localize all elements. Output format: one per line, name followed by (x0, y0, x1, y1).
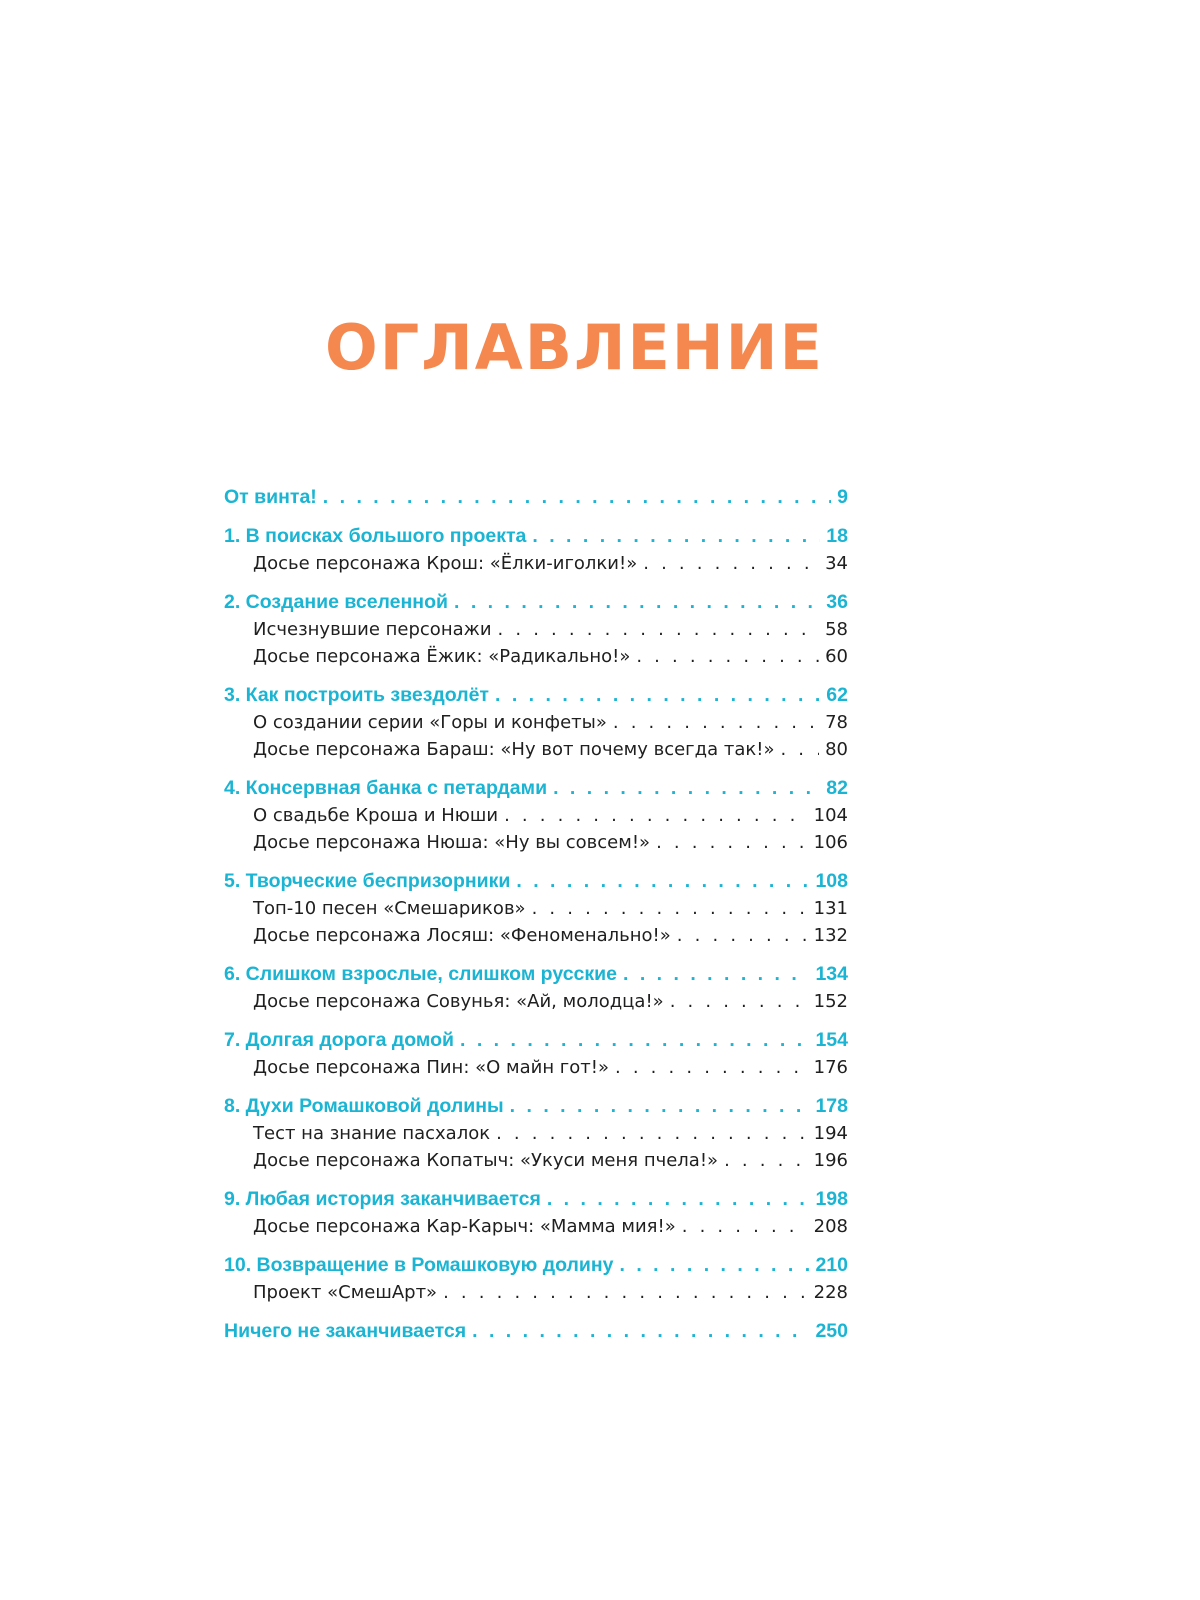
toc-group (224, 775, 848, 856)
dot-leader (454, 589, 820, 616)
toc-subentry (224, 802, 848, 829)
toc-subentry-page-number: 228 (813, 1282, 848, 1303)
toc-subentry (224, 1213, 848, 1240)
toc-group (224, 868, 848, 949)
toc-subentry-label: Досье персонажа Совунья: «Ай, молодца!» (253, 991, 664, 1012)
dot-leader (510, 1093, 810, 1120)
toc-subentry-page-number: 34 (825, 553, 848, 574)
toc-subentry-page-number: 208 (813, 1216, 848, 1237)
toc-chapter-label: 4. Консервная банка с петардами (224, 777, 548, 799)
toc-chapter (224, 868, 848, 895)
toc-chapter-label: 3. Как построить звездолёт (224, 684, 489, 706)
toc-chapter-page-number: 18 (826, 525, 848, 547)
toc-chapter-page-number: 134 (815, 963, 848, 985)
toc-subentry-label: О создании серии «Горы и конфеты» (253, 712, 607, 733)
toc-subentry-label: Досье персонажа Лосяш: «Феноменально!» (253, 925, 671, 946)
table-of-contents (224, 484, 848, 1357)
toc-chapter-page-number: 178 (815, 1095, 848, 1117)
toc-subentry (224, 922, 848, 949)
toc-chapter-label: 9. Любая история заканчивается (224, 1188, 541, 1210)
toc-group (224, 1027, 848, 1081)
toc-group (224, 523, 848, 577)
toc-subentry (224, 988, 848, 1015)
toc-chapter-label: Ничего не заканчивается (224, 1320, 467, 1342)
toc-chapter-label: 7. Долгая дорога домой (224, 1029, 454, 1051)
dot-leader (620, 1252, 810, 1279)
toc-subentry-label: Досье персонажа Бараш: «Ну вот почему всегда так!» (253, 739, 775, 760)
toc-chapter-page-number: 108 (815, 870, 848, 892)
toc-subentry-page-number: 132 (813, 925, 848, 946)
toc-subentry-label: Топ-10 песен «Смешариков» (253, 898, 526, 919)
dot-leader (643, 550, 819, 577)
toc-chapter (224, 589, 848, 616)
toc-chapter-label: 10. Возвращение в Ромашковую долину (224, 1254, 614, 1276)
dot-leader (656, 829, 808, 856)
toc-chapter (224, 1186, 848, 1213)
dot-leader (780, 736, 819, 763)
toc-group (224, 1186, 848, 1240)
toc-subentry (224, 616, 848, 643)
toc-subentry (224, 1120, 848, 1147)
toc-group (224, 1318, 848, 1345)
toc-group (224, 682, 848, 763)
toc-chapter (224, 1318, 848, 1345)
dot-leader (636, 643, 819, 670)
dot-leader (547, 1186, 810, 1213)
toc-subentry-label: Досье персонажа Кар-Карыч: «Мамма мия!» (253, 1216, 676, 1237)
toc-chapter (224, 682, 848, 709)
toc-subentry-page-number: 60 (825, 646, 848, 667)
dot-leader (443, 1279, 808, 1306)
dot-leader (504, 802, 808, 829)
toc-subentry-label: Исчезнувшие персонажи (253, 619, 492, 640)
dot-leader (623, 961, 809, 988)
toc-subentry (224, 895, 848, 922)
toc-group (224, 484, 848, 511)
toc-subentry-label: Досье персонажа Ёжик: «Радикально!» (253, 646, 631, 667)
toc-subentry-page-number: 194 (813, 1123, 848, 1144)
toc-subentry (224, 736, 848, 763)
toc-chapter-page-number: 210 (815, 1254, 848, 1276)
dot-leader (472, 1318, 809, 1345)
toc-subentry-page-number: 78 (825, 712, 848, 733)
toc-chapter (224, 1252, 848, 1279)
toc-subentry-label: О свадьбе Кроша и Нюши (253, 805, 499, 826)
toc-subentry (224, 550, 848, 577)
toc-subentry (224, 643, 848, 670)
toc-chapter-page-number: 82 (826, 777, 848, 799)
dot-leader (613, 709, 819, 736)
toc-chapter (224, 775, 848, 802)
toc-subentry-page-number: 152 (813, 991, 848, 1012)
toc-chapter (224, 961, 848, 988)
dot-leader (496, 1120, 808, 1147)
toc-subentry-label: Проект «СмешАрт» (253, 1282, 438, 1303)
toc-chapter-label: 2. Создание вселенной (224, 591, 448, 613)
toc-subentry (224, 1279, 848, 1306)
dot-leader (553, 775, 820, 802)
toc-subentry (224, 829, 848, 856)
toc-subentry-page-number: 80 (825, 739, 848, 760)
dot-leader (532, 895, 808, 922)
dot-leader (670, 988, 808, 1015)
dot-leader (532, 523, 820, 550)
toc-group (224, 1252, 848, 1306)
toc-chapter-label: От винта! (224, 486, 317, 508)
toc-subentry-page-number: 104 (813, 805, 848, 826)
toc-subentry-label: Досье персонажа Копатыч: «Укуси меня пчела!» (253, 1150, 719, 1171)
toc-chapter (224, 484, 848, 511)
toc-chapter-page-number: 198 (815, 1188, 848, 1210)
dot-leader (615, 1054, 808, 1081)
toc-chapter-label: 1. В поисках большого проекта (224, 525, 527, 547)
toc-group (224, 961, 848, 1015)
toc-group (224, 1093, 848, 1174)
toc-chapter-label: 6. Слишком взрослые, слишком русские (224, 963, 617, 985)
toc-group (224, 589, 848, 670)
dot-leader (323, 484, 831, 511)
toc-chapter (224, 1027, 848, 1054)
toc-subentry (224, 1054, 848, 1081)
toc-chapter-page-number: 36 (826, 591, 848, 613)
dot-leader (498, 616, 820, 643)
toc-subentry-page-number: 106 (813, 832, 848, 853)
toc-subentry-label: Досье персонажа Пин: «О майн гот!» (253, 1057, 609, 1078)
toc-subentry (224, 709, 848, 736)
page-title: ОГЛАВЛЕНИЕ (325, 311, 824, 384)
toc-chapter (224, 523, 848, 550)
toc-chapter-page-number: 154 (815, 1029, 848, 1051)
toc-subentry-page-number: 176 (813, 1057, 848, 1078)
toc-subentry-page-number: 131 (813, 898, 848, 919)
toc-subentry-label: Досье персонажа Крош: «Ёлки-иголки!» (253, 553, 638, 574)
dot-leader (495, 682, 820, 709)
dot-leader (516, 868, 809, 895)
toc-chapter-label: 5. Творческие беспризорники (224, 870, 511, 892)
dot-leader (677, 922, 808, 949)
toc-subentry-label: Досье персонажа Нюша: «Ну вы совсем!» (253, 832, 651, 853)
toc-chapter-label: 8. Духи Ромашковой долины (224, 1095, 504, 1117)
toc-chapter-page-number: 250 (815, 1320, 848, 1342)
dot-leader (682, 1213, 808, 1240)
toc-subentry (224, 1147, 848, 1174)
toc-subentry-label: Тест на знание пасхалок (253, 1123, 491, 1144)
toc-chapter (224, 1093, 848, 1120)
dot-leader (460, 1027, 809, 1054)
toc-subentry-page-number: 58 (825, 619, 848, 640)
toc-chapter-page-number: 62 (826, 684, 848, 706)
toc-chapter-page-number: 9 (837, 486, 848, 508)
dot-leader (724, 1147, 808, 1174)
toc-subentry-page-number: 196 (813, 1150, 848, 1171)
